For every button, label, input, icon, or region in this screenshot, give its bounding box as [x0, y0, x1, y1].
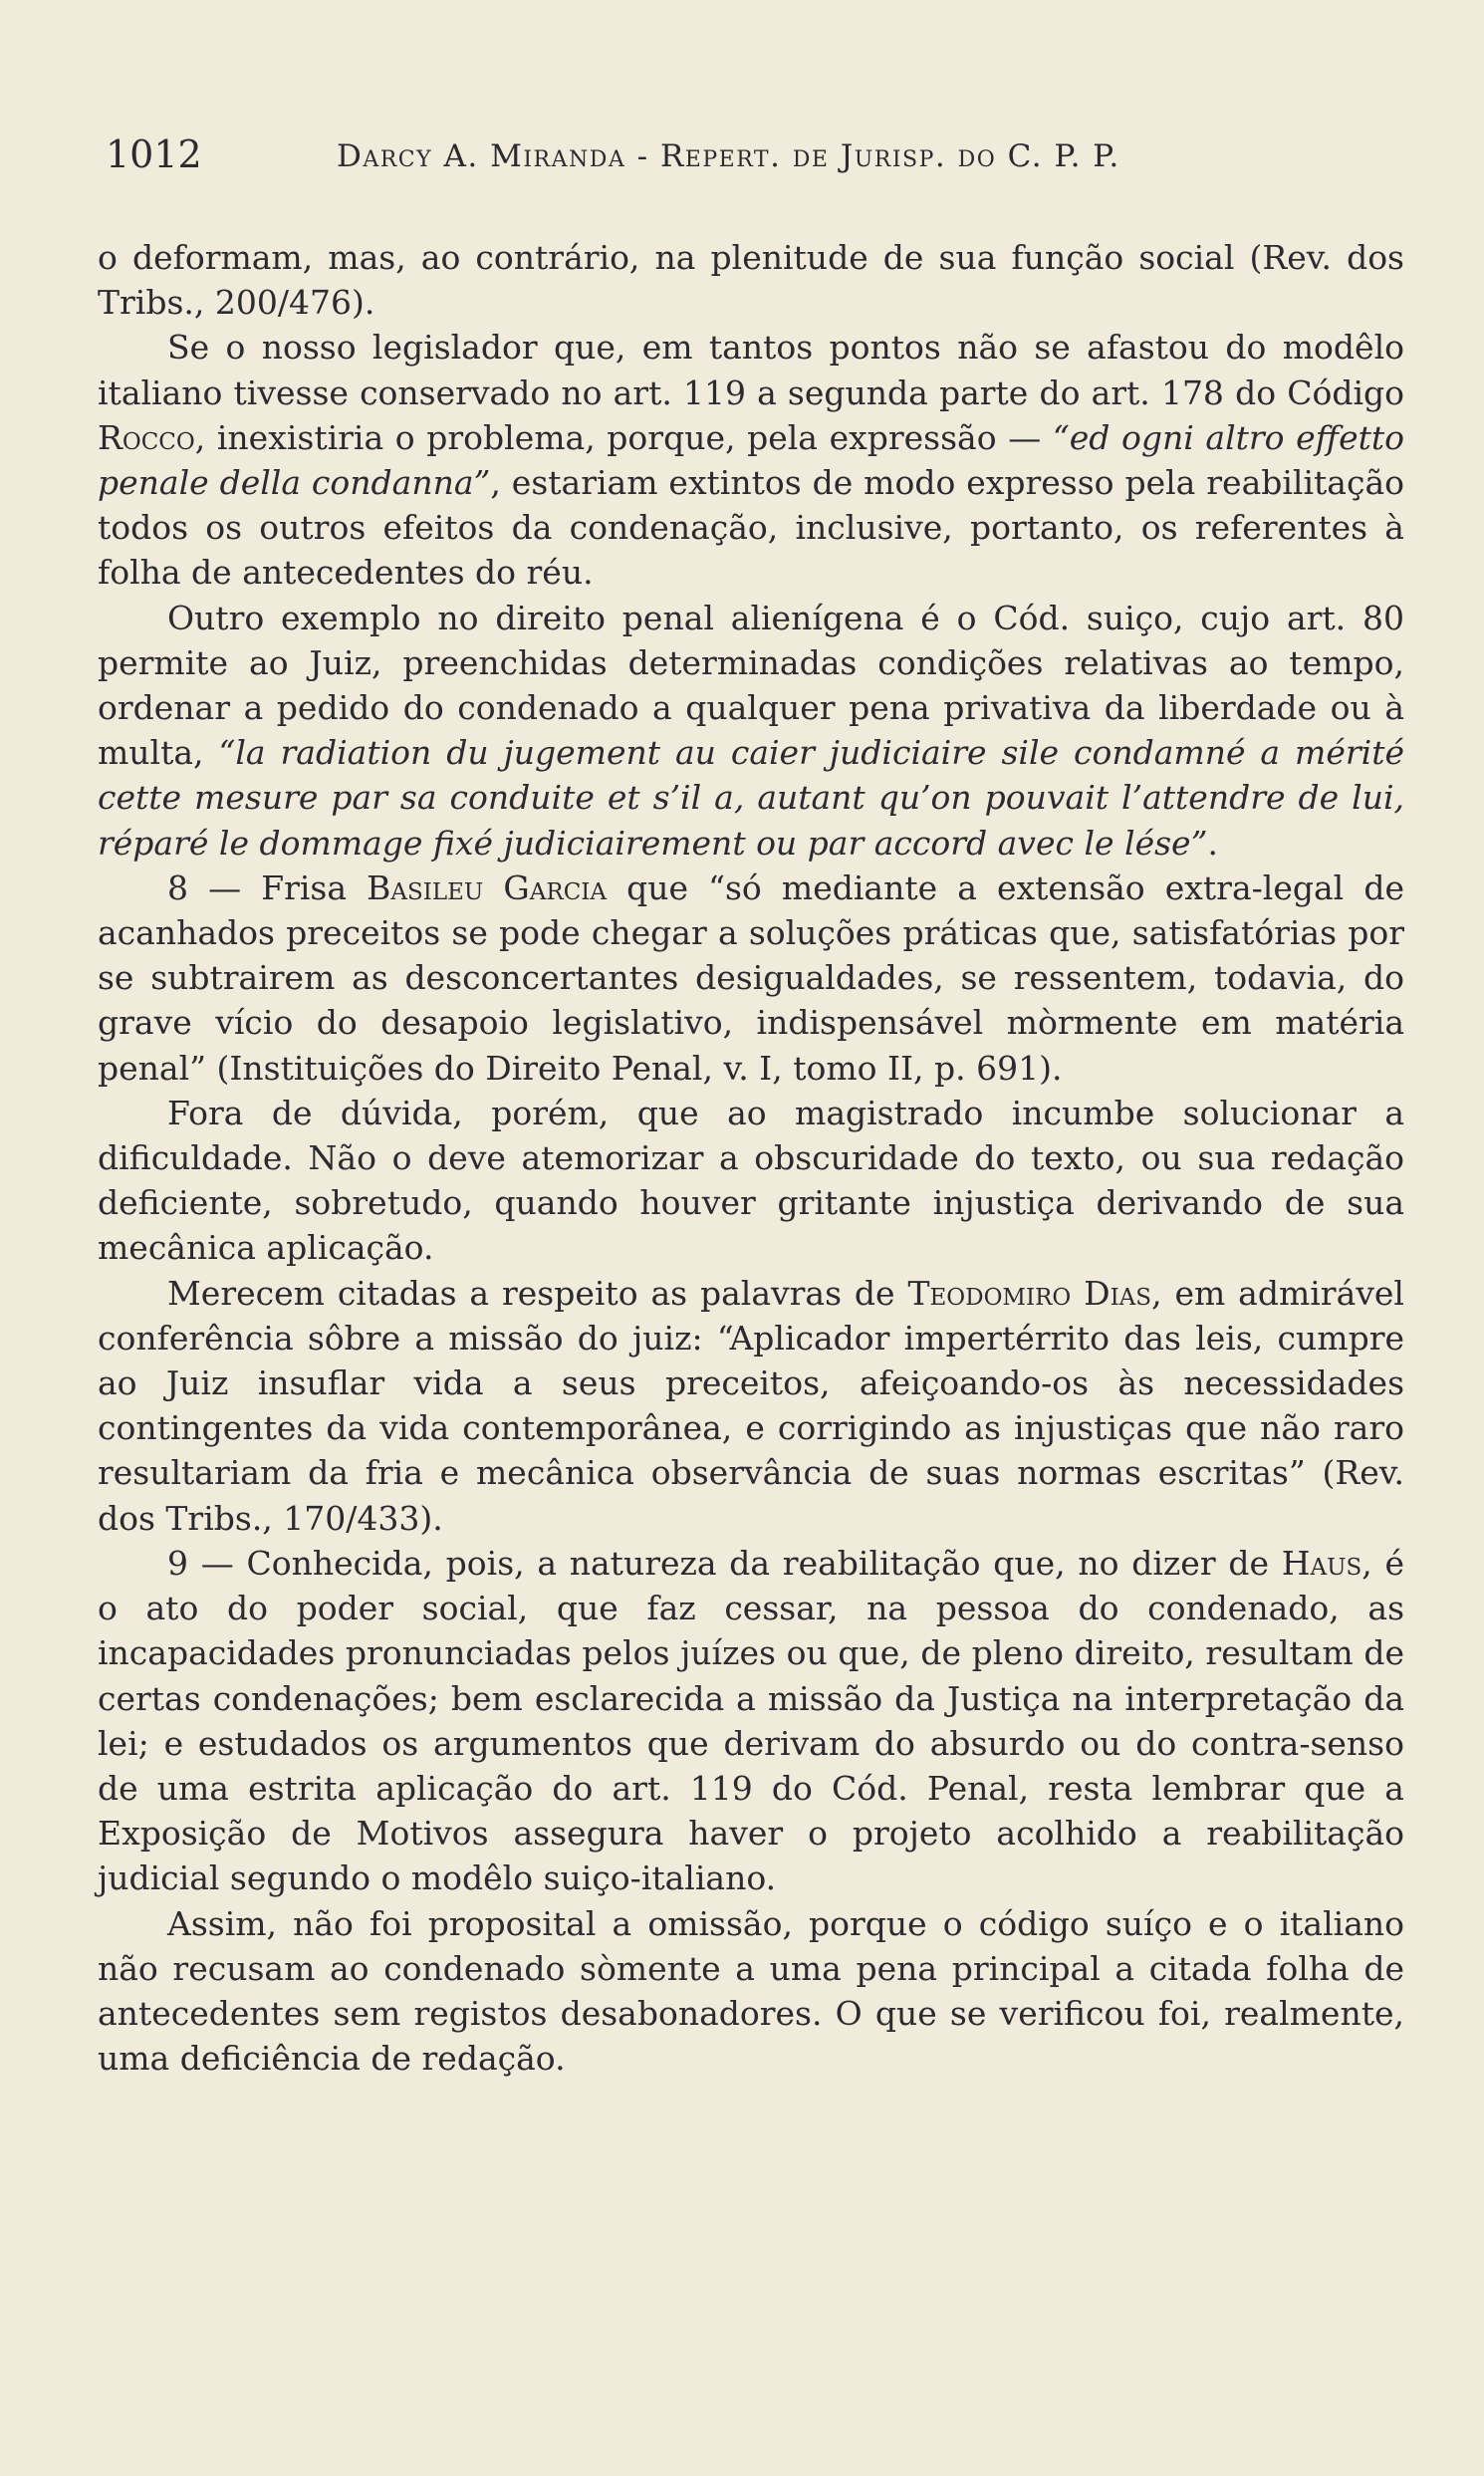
author-name: Rocco — [98, 417, 195, 457]
author-name: Haus — [1281, 1543, 1362, 1583]
paragraph-3: Outro exemplo no direito penal alienígena é o Cód. suiço, cujo art. 80 permite ao Juiz, preenchidas determinadas condições relativas ao tempo, ordenar a pedido do condenado a qualquer pena privativa da liberdade ou à multa, “la radiation du jugement au caier judiciaire sile condamné a mérité cette mesure par sa conduite et s’il a, autant qu’on pouvait l’attendre de lui, réparé le dommage fixé judiciairement ou par accord avec le lése”. — [98, 598, 1405, 863]
paragraph-5: Fora de dúvida, porém, que ao magistrado incumbe solucionar a dificuldade. Não o deve atemorizar a obscuridade do texto, ou sua redação deficiente, sobretudo, quando houver gritante injustiça derivando de sua mecânica aplicação. — [98, 1093, 1404, 1268]
body-text — [98, 235, 1404, 2081]
paragraph-7: 9 — Conhecida, pois, a natureza da reabilitação que, no dizer de Haus, é o ato do poder social, que faz cessar, na pessoa do condenado, as incapacidades pronunciadas pelos juízes ou que, de pleno direito, resultam de certas condenações; bem esclarecida a missão da Justiça na interpretação da lei; e estudados os argumentos que derivam do absurdo ou do contra-senso de uma estrita aplicação do art. 119 do Cód. Penal, resta lembrar que a Exposição de Motivos assegura haver o projeto acolhido a reabilitação judicial segundo o modêlo suiço-italiano. — [98, 1543, 1404, 1898]
paragraph-2: Se o nosso legislador que, em tantos pontos não se afastou do modêlo italiano tivesse conservado no art. 119 a segunda parte do art. 178 do Código Rocco, inexistiria o problema, porque, pela expressão — “ed ogni altro effetto penale della condanna”, estariam extintos de modo expresso pela reabilitação todos os outros efeitos da condenação, inclusive, portanto, os referentes à folha de antecedentes do réu. — [98, 328, 1404, 593]
running-title: Darcy A. Miranda - Repert. de Jurisp. do C. P. P. — [337, 138, 1120, 174]
page-header — [98, 129, 1404, 199]
paragraph-1: o deformam, mas, ao contrário, na plenitude de sua função social (Rev. dos Tribs., 200/476). — [98, 238, 1404, 323]
french-quote: “la radiation du jugement au caier judiciaire sile condamné a mérité cette mesure par sa conduite et s’il a, autant qu’on pouvait l’attendre de lui, réparé le dommage fixé judiciairement ou par accord avec le lése” — [98, 733, 1405, 863]
italian-quote: “ed ogni altro effetto penale della condanna” — [98, 417, 1404, 503]
document-page — [98, 129, 1404, 2081]
paragraph-8: Assim, não foi proposital a omissão, porque o código suíço e o italiano não recusam ao condenado sòmente a uma pena principal a citada folha de antecedentes sem registos desabonadores. O que se verificou foi, realmente, uma deficiência de redação. — [98, 1903, 1404, 2079]
paragraph-4: 8 — Frisa Basileu Garcia que “só mediante a extensão extra-legal de acanhados preceitos se pode chegar a soluções práticas que, satisfatórias por se subtrairem as desconcertantes desigualdades, se ressentem, todavia, do grave vício do desapoio legislativo, indispensável mòrmente em matéria penal” (Instituições do Direito Penal, v. I, tomo II, p. 691). — [98, 867, 1404, 1088]
author-name: Teodomiro Dias — [907, 1273, 1152, 1313]
paragraph-6: Merecem citadas a respeito as palavras de Teodomiro Dias, em admirável conferência sôbre a missão do juiz: “Aplicador impertérrito das leis, cumpre ao Juiz insuflar vida a seus preceitos, afeiçoando-os às necessidades contingentes da vida contemporânea, e corrigindo as injustiças que não raro resultariam da fria e mecânica observância de suas normas escritas” (Rev. dos Tribs., 170/433). — [98, 1273, 1404, 1538]
page-number: 1012 — [106, 132, 202, 176]
author-name: Basileu Garcia — [367, 867, 607, 907]
